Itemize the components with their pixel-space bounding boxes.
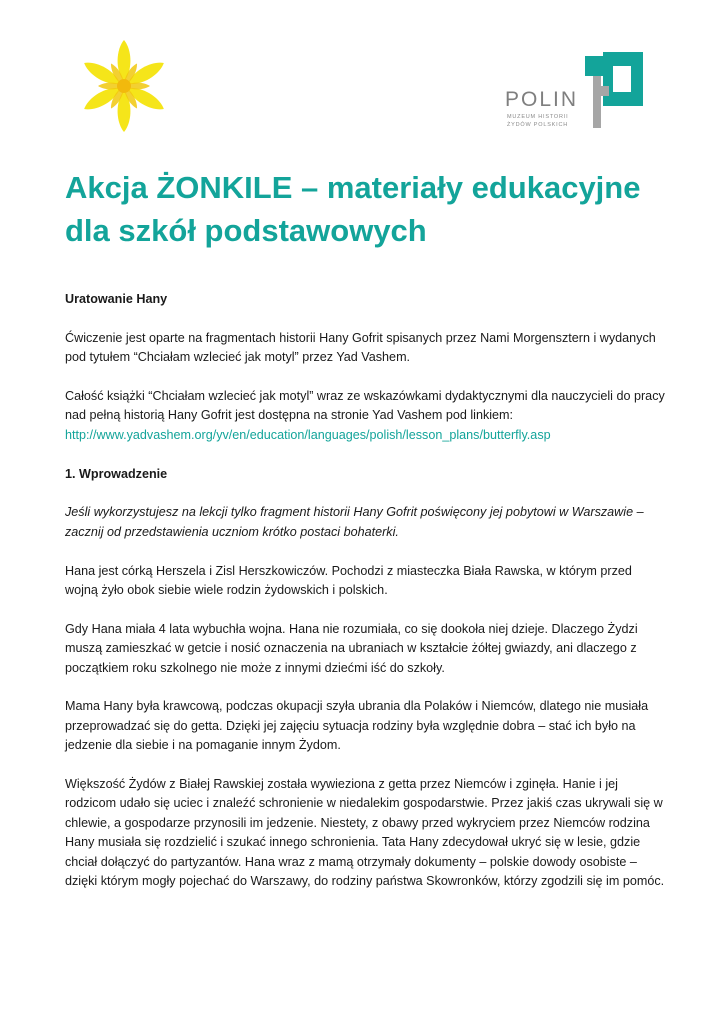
- body-paragraph: Większość Żydów z Białej Rawskiej została wywieziona z getta przez Niemców i zginęła. Hanie i jej rodzicom udało się uciec i znaleźć schronienie w niedalekim gospodarstwie. Przez jakiś czas ukrywali się w chlewie, a gospodarze przynosili im jedzenie. Niestety, z obawy przed wykryciem przez Niemców rodzina Hany musiała się rozdzielić i szukać innego schronienia. Tata Hany zdecydował ukryć się w lesie, gdzie chciał dołączyć do partyzantów. Hana wraz z mamą otrzymały dokumenty – polskie dowody osobiste – dzięki którym mogły pojechać do Warszawy, do rodziny państwa Skowronków, którzy zgodzili się im pomóc.: [65, 777, 665, 889]
- body-paragraph: Hana jest córką Herszela i Zisl Herszkowiczów. Pochodzi z miasteczka Biała Rawska, w którym przed wojną żyło obok siebie wiele rodzin żydowskich i polskich.: [65, 563, 632, 598]
- page-title-line2: dla szkół podstawowych: [65, 213, 427, 248]
- book-paragraph-text: Całość książki “Chciałam wzlecieć jak motyl” wraz ze wskazówkami dydaktycznymi dla nauczycieli do pracy nad pełną historią Hany Gofrit jest dostępna na stronie Yad Vashem pod linkiem:: [65, 389, 665, 423]
- polin-logo-subtitle-line1: MUZEUM HISTORII: [507, 114, 569, 120]
- polin-logo-subtitle: [507, 114, 568, 129]
- polin-logo-wordmark: POLIN: [505, 88, 579, 111]
- page-title: [65, 166, 685, 252]
- daffodil-logo-icon: [74, 38, 174, 138]
- page-title-line1: Akcja ŻONKILE – materiały edukacyjne: [65, 170, 641, 205]
- book-paragraph: [65, 387, 665, 445]
- intro-paragraph: Ćwiczenie jest oparte na fragmentach historii Hany Gofrit spisanych przez Nami Morgensztern i wydanych pod tytułem “Chciałam wzlecieć jak motyl” przez Yad Vashem.: [65, 330, 656, 365]
- italic-teacher-note: Jeśli wykorzystujesz na lekcji tylko fragment historii Hany Gofrit poświęcony jej pobytowi w Warszawie – zacznij od przedstawienia uczniom krótko postaci bohaterki.: [65, 505, 644, 539]
- polin-p-mark-icon: [585, 52, 643, 130]
- body-paragraph: Mama Hany była krawcową, podczas okupacji szyła ubrania dla Polaków i Niemców, dlatego nie musiała przeprowadzać się do getta. Dzięki jej zajęciu sytuacja rodziny była względnie dobra – stać ich było na jedzenie dla siebie i na pomaganie innym Żydom.: [65, 699, 649, 753]
- polin-logo-subtitle-line2: ŻYDÓW POLSKICH: [507, 121, 569, 128]
- polin-logo: [505, 52, 645, 132]
- body-paragraph: Gdy Hana miała 4 lata wybuchła wojna. Hana nie rozumiała, co się dookoła niej dzieje. Dlaczego Żydzi muszą zamieszkać w getcie i nosić oznaczenia na ubraniach w kształcie żółtej gwiazdy, ani dlaczego z początkiem roku szkolnego nie może z innymi dziećmi iść do szkoły.: [65, 621, 638, 675]
- document-body: [65, 290, 665, 911]
- yad-vashem-link[interactable]: http://www.yadvashem.org/yv/en/education/languages/polish/lesson_plans/butterfly.asp: [65, 427, 551, 442]
- section-heading: Uratowanie Hany: [65, 292, 168, 306]
- subheading-introduction: 1. Wprowadzenie: [65, 466, 168, 481]
